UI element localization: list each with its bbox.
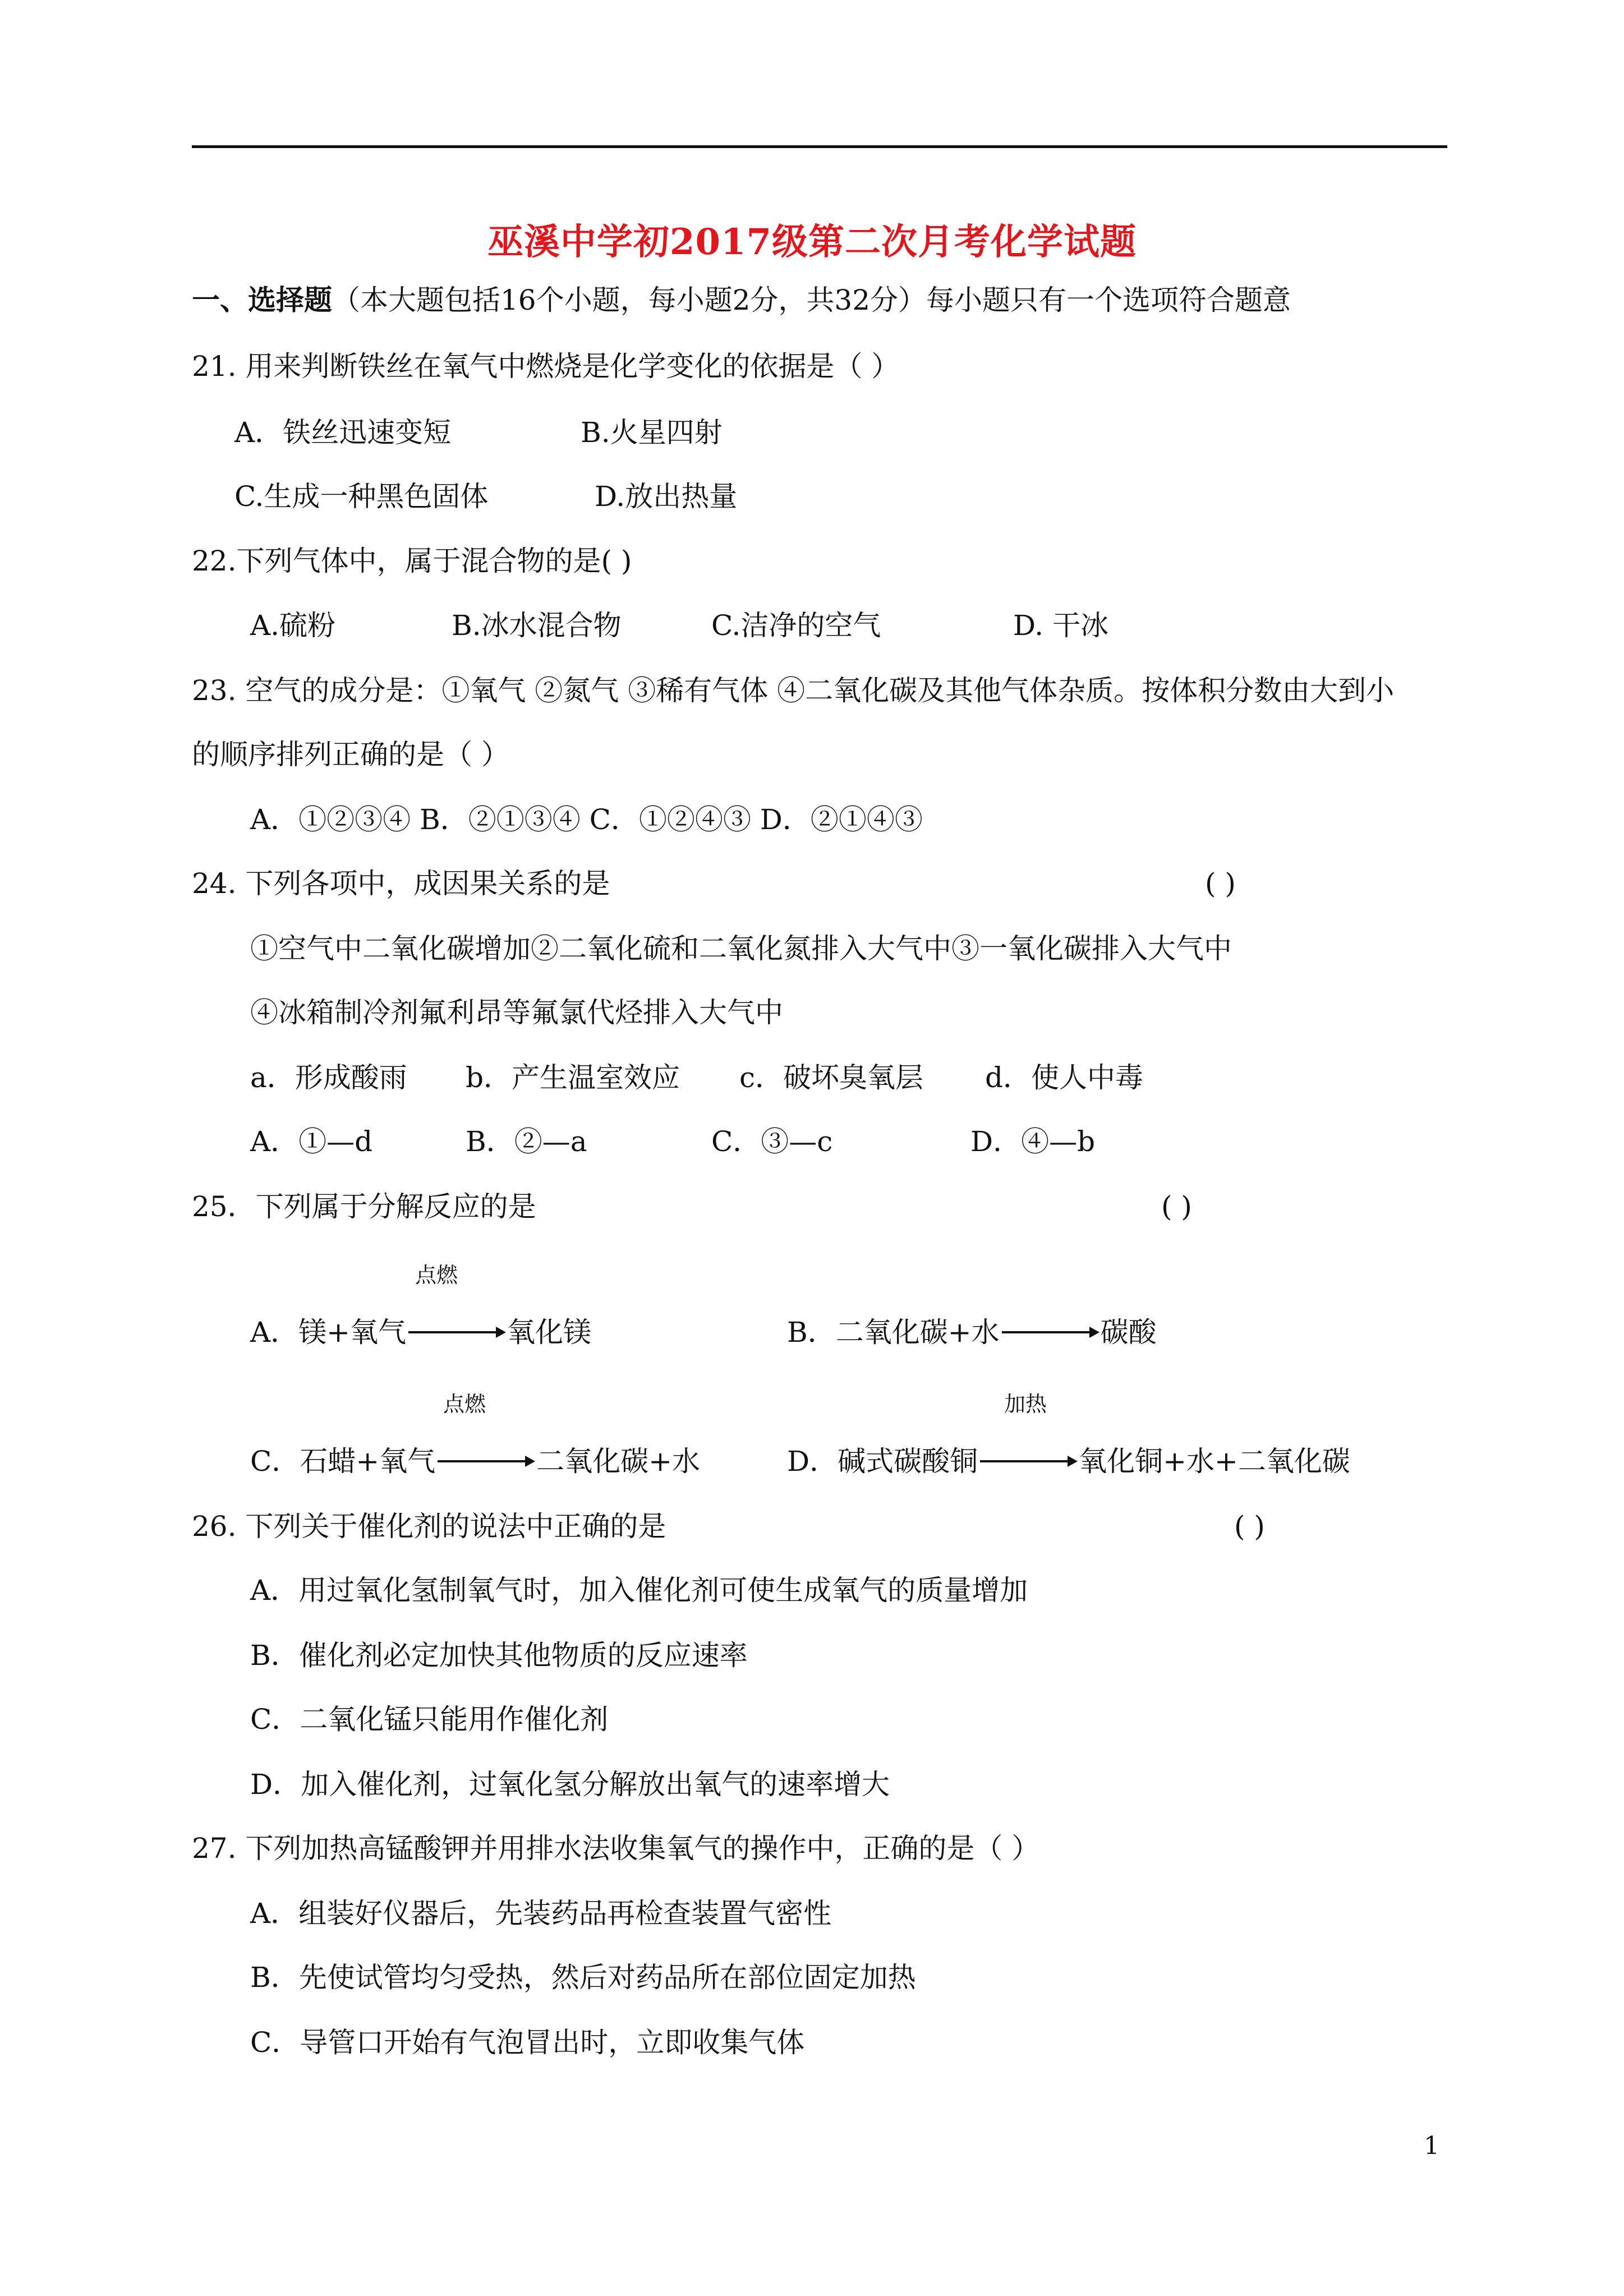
- q26-option-d: D．加入催化剂，过氧化氢分解放出氧气的速率增大: [250, 1768, 890, 1801]
- q25-stem: 25．下列属于分解反应的是: [192, 1190, 536, 1223]
- q27-option-c: C．导管口开始有气泡冒出时，立即收集气体: [250, 2026, 805, 2059]
- q21-option-b: B.火星四射: [581, 416, 723, 449]
- q24-effect-c: c．破坏臭氧层: [739, 1061, 924, 1094]
- reaction-arrow-icon: [435, 1453, 536, 1469]
- q25-option-d: [787, 1442, 1350, 1481]
- reaction-arrow-icon: [978, 1453, 1079, 1469]
- q22-option-a: A.硫粉: [250, 609, 336, 642]
- q22-option-b: B.冰水混合物: [452, 609, 622, 642]
- q25-d-products: 氧化铜+水+二氧化碳: [1079, 1445, 1350, 1478]
- q25-b-reactants: B．二氧化碳+水: [787, 1316, 1000, 1349]
- q21-stem: 21. 用来判断铁丝在氧气中燃烧是化学变化的依据是（ ）: [192, 350, 900, 383]
- q21-option-d: D.放出热量: [595, 480, 738, 513]
- q24-option-a: A．①—d: [250, 1125, 373, 1158]
- page-number: 1: [1424, 2132, 1439, 2160]
- q24-option-b: B．②—a: [466, 1125, 587, 1158]
- q24-answer-paren: ( ): [1205, 867, 1236, 900]
- q25-condition-a: 点燃: [415, 1263, 458, 1287]
- q25-condition-c: 点燃: [443, 1392, 486, 1416]
- section-heading: 一、选择题: [192, 283, 332, 316]
- q23-options: A．①②③④ B．②①③④ C．①②④③ D．②①④③: [250, 803, 923, 836]
- section-heading-line: [192, 280, 1291, 320]
- q24-option-d: D．④—b: [970, 1125, 1096, 1158]
- q24-causes-line1: ①空气中二氧化碳增加②二氧化硫和二氧化氮排入大气中③一氧化碳排入大气中: [250, 932, 1232, 965]
- q24-effect-a: a．形成酸雨: [250, 1061, 407, 1094]
- q25-condition-d: 加热: [1004, 1392, 1047, 1416]
- q24-stem: 24. 下列各项中，成因果关系的是: [192, 867, 610, 900]
- q25-answer-paren: ( ): [1161, 1190, 1192, 1223]
- q26-option-c: C．二氧化锰只能用作催化剂: [250, 1703, 609, 1736]
- q21-option-c: C.生成一种黑色固体: [234, 480, 489, 513]
- q26-option-b: B．催化剂必定加快其他物质的反应速率: [250, 1639, 748, 1672]
- q23-stem-line1: 23. 空气的成分是：①氧气 ②氮气 ③稀有气体 ④二氧化碳及其他气体杂质。按体积分数由大到小: [192, 674, 1395, 707]
- q24-option-c: C．③—c: [711, 1125, 833, 1158]
- q24-effect-d: d．使人中毒: [985, 1061, 1144, 1094]
- q24-effect-b: b．产生温室效应: [466, 1061, 680, 1094]
- q25-c-reactants: C．石蜡+氧气: [250, 1445, 436, 1478]
- q25-b-products: 碳酸: [1100, 1316, 1157, 1349]
- q25-c-products: 二氧化碳+水: [536, 1445, 701, 1478]
- q26-stem: 26. 下列关于催化剂的说法中正确的是: [192, 1510, 666, 1543]
- page-title: 巫溪中学初2017级第二次月考化学试题: [487, 221, 1137, 263]
- section-note: （本大题包括16个小题，每小题2分，共32分）每小题只有一个选项符合题意: [332, 284, 1291, 316]
- q22-option-d: D. 干冰: [1013, 609, 1109, 642]
- q25-d-reactants: D．碱式碳酸铜: [787, 1445, 978, 1478]
- q24-causes-line2: ④冰箱制冷剂氟利昂等氟氯代烃排入大气中: [250, 996, 783, 1029]
- q22-stem: 22.下列气体中，属于混合物的是( ): [192, 545, 632, 577]
- q23-stem-line2: 的顺序排列正确的是（ ）: [192, 738, 509, 771]
- q25-option-a: [250, 1313, 591, 1352]
- q25-option-b: [787, 1313, 1157, 1352]
- q22-option-c: C.洁净的空气: [711, 609, 881, 642]
- q25-a-products: 氧化镁: [507, 1316, 592, 1349]
- reaction-arrow-icon: [406, 1324, 507, 1340]
- q26-answer-paren: ( ): [1234, 1510, 1265, 1543]
- q25-option-c: [250, 1442, 700, 1481]
- q25-a-reactants: A．镁+氧气: [250, 1316, 407, 1349]
- q27-option-a: A．组装好仪器后，先装药品再检查装置气密性: [250, 1897, 832, 1930]
- q21-option-a: A．铁丝迅速变短: [234, 416, 452, 449]
- reaction-arrow-icon: [1000, 1324, 1101, 1340]
- q27-stem: 27. 下列加热高锰酸钾并用排水法收集氧气的操作中，正确的是（ ）: [192, 1832, 1040, 1865]
- q27-option-b: B．先使试管均匀受热，然后对药品所在部位固定加热: [250, 1961, 916, 1994]
- q26-option-a: A．用过氧化氢制氧气时，加入催化剂可使生成氧气的质量增加: [250, 1574, 1028, 1607]
- header-rule: [192, 145, 1447, 148]
